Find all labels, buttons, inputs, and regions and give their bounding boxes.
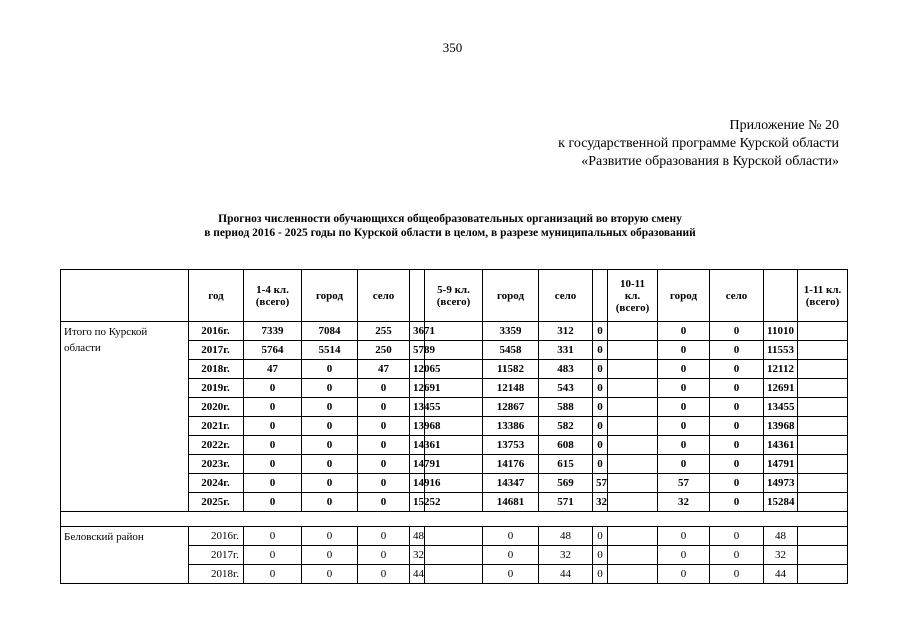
value-cell: 5458	[483, 341, 539, 360]
value-cell: 48	[410, 527, 425, 546]
separator-cell	[798, 527, 848, 546]
year-cell: 2021г.	[189, 417, 244, 436]
value-cell: 13455	[410, 398, 425, 417]
value-cell: 0	[302, 565, 358, 584]
value-cell: 0	[593, 455, 608, 474]
separator-cell	[798, 379, 848, 398]
value-cell: 5764	[244, 341, 302, 360]
value-cell: 44	[410, 565, 425, 584]
document-title	[100, 212, 800, 240]
territory-label: Итого по Курской области	[61, 322, 189, 512]
separator-cell	[608, 341, 658, 360]
value-cell: 11010	[764, 322, 798, 341]
value-cell: 569	[539, 474, 593, 493]
value-cell: 0	[593, 546, 608, 565]
value-cell: 44	[539, 565, 593, 584]
value-cell: 483	[539, 360, 593, 379]
value-cell: 0	[593, 527, 608, 546]
page-number: 350	[442, 40, 463, 55]
value-cell: 0	[658, 379, 710, 398]
year-cell: 2020г.	[189, 398, 244, 417]
value-cell: 0	[710, 565, 764, 584]
value-cell: 0	[593, 417, 608, 436]
separator-cell	[608, 417, 658, 436]
value-cell: 615	[539, 455, 593, 474]
table-body	[61, 322, 848, 584]
separator-cell	[798, 565, 848, 584]
year-cell: 2022г.	[189, 436, 244, 455]
value-cell: 0	[358, 546, 410, 565]
separator-cell	[798, 360, 848, 379]
separator-cell	[798, 546, 848, 565]
value-cell: 0	[483, 546, 539, 565]
value-cell: 0	[593, 398, 608, 417]
value-cell: 0	[244, 527, 302, 546]
appendix-block	[558, 117, 839, 171]
value-cell: 0	[710, 527, 764, 546]
value-cell: 11582	[483, 360, 539, 379]
separator-cell	[608, 546, 658, 565]
header-separator	[764, 270, 798, 322]
value-cell: 0	[244, 565, 302, 584]
value-cell: 7084	[302, 322, 358, 341]
year-cell: 2025г.	[189, 493, 244, 512]
value-cell: 0	[710, 493, 764, 512]
value-cell: 331	[539, 341, 593, 360]
value-cell: 0	[244, 417, 302, 436]
value-cell: 582	[539, 417, 593, 436]
value-cell: 0	[244, 436, 302, 455]
value-cell: 0	[302, 417, 358, 436]
value-cell: 0	[710, 341, 764, 360]
separator-cell	[425, 546, 483, 565]
value-cell: 0	[358, 417, 410, 436]
value-cell: 0	[593, 322, 608, 341]
value-cell: 0	[593, 565, 608, 584]
value-cell: 543	[539, 379, 593, 398]
value-cell: 14681	[483, 493, 539, 512]
value-cell: 0	[658, 436, 710, 455]
value-cell: 48	[539, 527, 593, 546]
value-cell: 0	[302, 436, 358, 455]
separator-cell	[798, 493, 848, 512]
separator-cell	[798, 474, 848, 493]
value-cell: 0	[710, 360, 764, 379]
value-cell: 47	[244, 360, 302, 379]
value-cell: 13968	[764, 417, 798, 436]
value-cell: 0	[302, 398, 358, 417]
value-cell: 0	[593, 379, 608, 398]
value-cell: 0	[658, 322, 710, 341]
value-cell: 32	[658, 493, 710, 512]
value-cell: 0	[710, 546, 764, 565]
value-cell: 14176	[483, 455, 539, 474]
value-cell: 0	[658, 527, 710, 546]
value-cell: 571	[539, 493, 593, 512]
separator-cell	[608, 436, 658, 455]
year-cell: 2018г.	[189, 565, 244, 584]
value-cell: 14791	[410, 455, 425, 474]
value-cell: 32	[410, 546, 425, 565]
value-cell: 13386	[483, 417, 539, 436]
value-cell: 0	[302, 546, 358, 565]
value-cell: 14791	[764, 455, 798, 474]
value-cell: 12691	[410, 379, 425, 398]
value-cell: 14361	[764, 436, 798, 455]
value-cell: 312	[539, 322, 593, 341]
territory-label: Беловский район	[61, 527, 189, 584]
table-row	[61, 322, 848, 341]
value-cell: 0	[658, 360, 710, 379]
header-grades-1-4: 1-4 кл. (всего)	[244, 270, 302, 322]
separator-cell	[798, 398, 848, 417]
separator-cell	[798, 436, 848, 455]
spacer-cell	[61, 512, 848, 527]
value-cell: 13753	[483, 436, 539, 455]
value-cell: 0	[244, 474, 302, 493]
value-cell: 57	[658, 474, 710, 493]
value-cell: 0	[358, 455, 410, 474]
value-cell: 14361	[410, 436, 425, 455]
value-cell: 0	[244, 493, 302, 512]
value-cell: 5789	[410, 341, 425, 360]
year-cell: 2017г.	[189, 341, 244, 360]
value-cell: 12112	[764, 360, 798, 379]
separator-cell	[608, 527, 658, 546]
value-cell: 0	[710, 436, 764, 455]
value-cell: 3359	[483, 322, 539, 341]
value-cell: 11553	[764, 341, 798, 360]
value-cell: 7339	[244, 322, 302, 341]
year-cell: 2024г.	[189, 474, 244, 493]
separator-cell	[798, 322, 848, 341]
header-village-2: село	[539, 270, 593, 322]
value-cell: 0	[710, 398, 764, 417]
separator-cell	[798, 455, 848, 474]
value-cell: 14973	[764, 474, 798, 493]
appendix-line-2: к государственной программе Курской области	[558, 136, 839, 151]
value-cell: 0	[302, 360, 358, 379]
appendix-line-3: «Развитие образования в Курской области»	[581, 154, 839, 169]
value-cell: 0	[658, 398, 710, 417]
value-cell: 32	[764, 546, 798, 565]
value-cell: 12065	[410, 360, 425, 379]
header-grades-1-11: 1-11 кл. (всего)	[798, 270, 848, 322]
header-city-2: город	[483, 270, 539, 322]
value-cell: 0	[658, 546, 710, 565]
value-cell: 0	[483, 527, 539, 546]
value-cell: 12148	[483, 379, 539, 398]
value-cell: 608	[539, 436, 593, 455]
value-cell: 57	[593, 474, 608, 493]
value-cell: 0	[302, 455, 358, 474]
value-cell: 12691	[764, 379, 798, 398]
separator-cell	[608, 322, 658, 341]
separator-cell	[608, 398, 658, 417]
value-cell: 0	[358, 398, 410, 417]
value-cell: 0	[302, 474, 358, 493]
header-city-3: город	[658, 270, 710, 322]
value-cell: 14916	[410, 474, 425, 493]
value-cell: 0	[710, 474, 764, 493]
value-cell: 0	[244, 398, 302, 417]
value-cell: 0	[358, 565, 410, 584]
value-cell: 0	[658, 565, 710, 584]
value-cell: 15284	[764, 493, 798, 512]
table-header-row	[61, 270, 848, 322]
value-cell: 0	[593, 341, 608, 360]
value-cell: 0	[302, 493, 358, 512]
forecast-table	[60, 269, 848, 584]
value-cell: 0	[593, 436, 608, 455]
value-cell: 0	[358, 527, 410, 546]
value-cell: 255	[358, 322, 410, 341]
separator-cell	[425, 565, 483, 584]
value-cell: 0	[302, 379, 358, 398]
appendix-line-1: Приложение № 20	[729, 118, 839, 133]
value-cell: 0	[593, 360, 608, 379]
value-cell: 0	[358, 436, 410, 455]
value-cell: 44	[764, 565, 798, 584]
value-cell: 14347	[483, 474, 539, 493]
value-cell: 0	[244, 455, 302, 474]
value-cell: 15252	[410, 493, 425, 512]
value-cell: 47	[358, 360, 410, 379]
separator-cell	[608, 565, 658, 584]
separator-cell	[608, 474, 658, 493]
header-separator	[410, 270, 425, 322]
value-cell: 5514	[302, 341, 358, 360]
separator-cell	[798, 417, 848, 436]
separator-cell	[608, 455, 658, 474]
value-cell: 48	[764, 527, 798, 546]
header-territory	[61, 270, 189, 322]
value-cell: 0	[483, 565, 539, 584]
value-cell: 0	[244, 379, 302, 398]
header-city-1: город	[302, 270, 358, 322]
value-cell: 0	[358, 379, 410, 398]
separator-cell	[608, 379, 658, 398]
value-cell: 250	[358, 341, 410, 360]
table-row	[61, 527, 848, 546]
value-cell: 0	[710, 417, 764, 436]
title-line-1: Прогноз численности обучающихся общеобразовательных организаций во вторую смену	[218, 213, 682, 225]
year-cell: 2018г.	[189, 360, 244, 379]
value-cell: 0	[358, 474, 410, 493]
separator-cell	[608, 493, 658, 512]
year-cell: 2016г.	[189, 322, 244, 341]
header-grades-5-9: 5-9 кл. (всего)	[425, 270, 483, 322]
value-cell: 0	[302, 527, 358, 546]
value-cell: 0	[658, 455, 710, 474]
year-cell: 2017г.	[189, 546, 244, 565]
year-cell: 2016г.	[189, 527, 244, 546]
header-year: год	[189, 270, 244, 322]
year-cell: 2019г.	[189, 379, 244, 398]
value-cell: 0	[658, 341, 710, 360]
header-village-3: село	[710, 270, 764, 322]
spacer-row	[61, 512, 848, 527]
value-cell: 0	[358, 493, 410, 512]
header-grades-10-11: 10-11 кл. (всего)	[608, 270, 658, 322]
value-cell: 0	[658, 417, 710, 436]
value-cell: 32	[593, 493, 608, 512]
value-cell: 0	[710, 322, 764, 341]
title-line-2: в период 2016 - 2025 годы по Курской области в целом, в разрезе муниципальных образований	[204, 227, 696, 239]
value-cell: 32	[539, 546, 593, 565]
value-cell: 588	[539, 398, 593, 417]
year-cell: 2023г.	[189, 455, 244, 474]
value-cell: 0	[710, 455, 764, 474]
value-cell: 0	[710, 379, 764, 398]
value-cell: 12867	[483, 398, 539, 417]
value-cell: 13968	[410, 417, 425, 436]
separator-cell	[608, 360, 658, 379]
value-cell: 13455	[764, 398, 798, 417]
separator-cell	[798, 341, 848, 360]
value-cell: 0	[244, 546, 302, 565]
value-cell: 3671	[410, 322, 425, 341]
header-separator	[593, 270, 608, 322]
header-village-1: село	[358, 270, 410, 322]
separator-cell	[425, 527, 483, 546]
